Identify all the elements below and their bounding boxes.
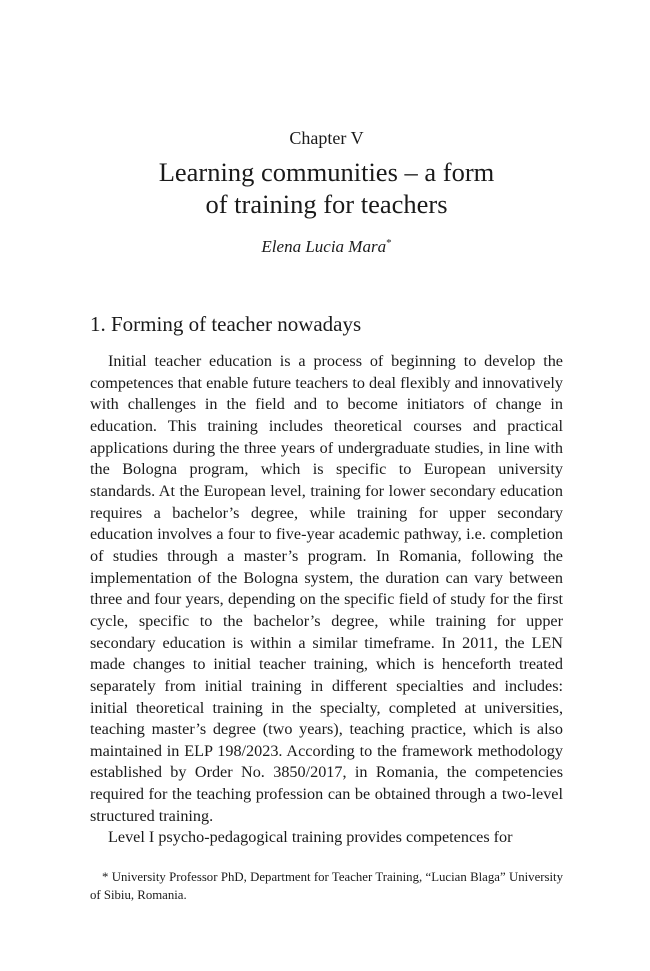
chapter-title-line-2: of training for teachers: [205, 189, 448, 219]
body-text: [90, 351, 563, 849]
author-name: Elena Lucia Mara: [261, 237, 387, 256]
footnote: * University Professor PhD, Department for Teacher Training, “Lucian Blaga” University of Sibiu, Romania.: [90, 870, 563, 902]
paragraph-2: Level I psycho-pedagogical training provides competences for: [108, 828, 513, 847]
chapter-label: Chapter V: [289, 128, 364, 148]
book-page: [90, 0, 563, 971]
paragraph-1: Initial teacher education is a process of beginning to develop the competences that enable future teachers to deal flexibly and innovatively with challenges in the field and to become initiators of change in education. This training includes theoretical courses and practical applications during the three years of undergraduate studies, in line with the Bologna program, which is specific to European university standards. At the European level, training for lower secondary education requires a bachelor’s degree, while training for upper secondary education involves a four to five-year academic pathway, i.e. completion of studies through a master’s program. In Romania, following the implementation of the Bologna system, the duration can vary between three and four years, depending on the specific field of study for the first cycle, specific to the bachelor’s degree, while training for upper secondary education is within a similar timeframe. In 2011, the LEN made changes to initial teacher training, which is henceforth treated separately from initial training in different specialties and includes: initial theoretical training in the specialty, completed at universities, teaching master’s degree (two years), teaching practice, which is also maintained in ELP 198/2023. According to the framework methodology established by Order No. 3850/2017, in Romania, the competencies required for the teaching profession can be obtained through a two-level structured training.: [90, 352, 563, 825]
author-byline: [90, 236, 563, 258]
footnote-marker[interactable]: *: [386, 237, 392, 249]
chapter-title-line-1: Learning communities – a form: [158, 157, 495, 187]
chapter-title: [90, 156, 563, 220]
section-heading: 1. Forming of teacher nowadays: [90, 312, 362, 336]
